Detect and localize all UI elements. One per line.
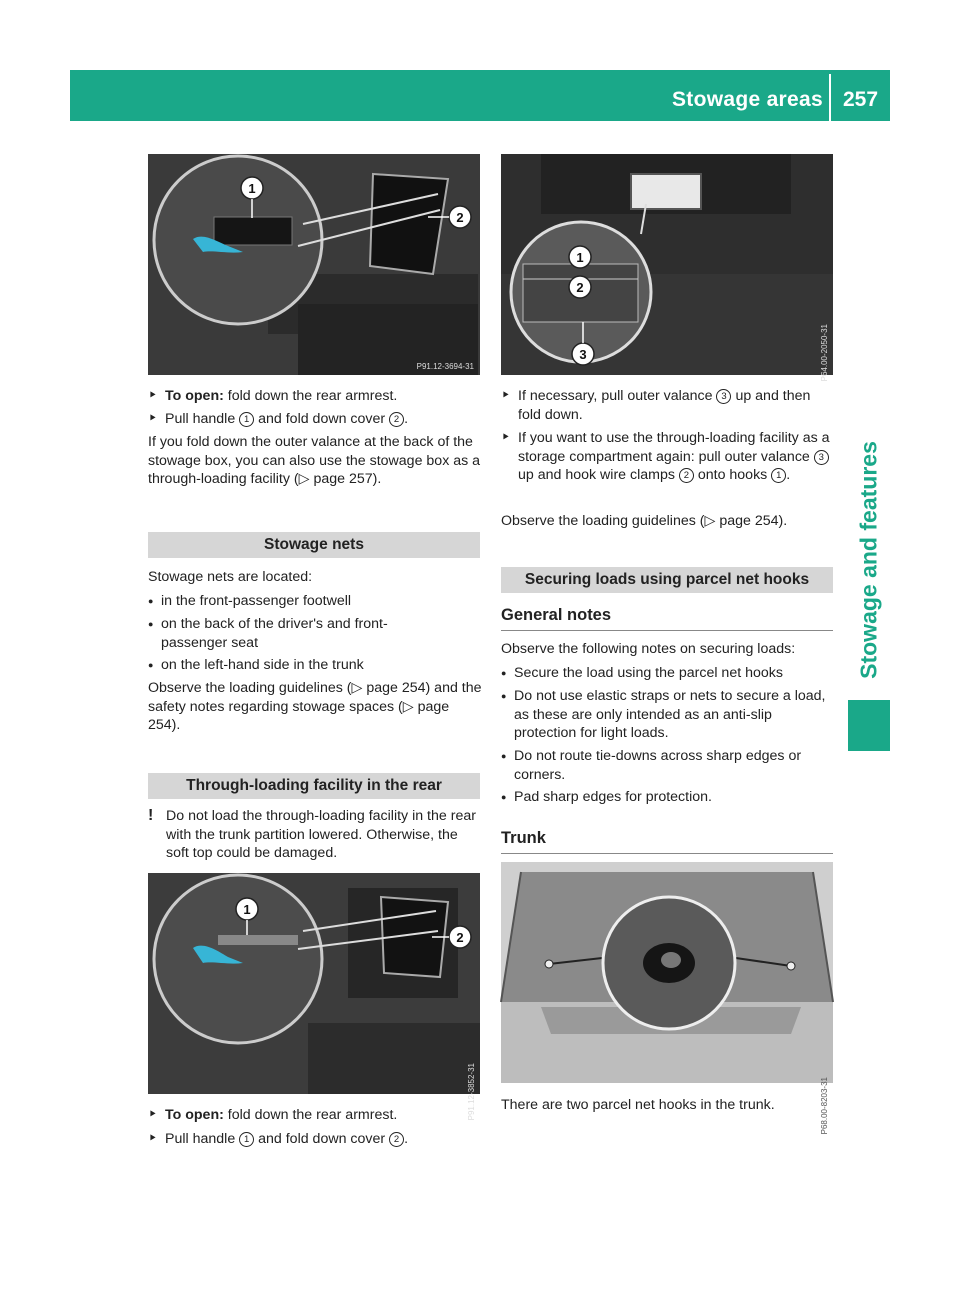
section-title-stowage-nets: Stowage nets xyxy=(264,536,364,553)
callout-2: 2 xyxy=(576,280,584,295)
nets-intro: Stowage nets are located: xyxy=(148,569,313,585)
header-divider xyxy=(829,74,831,121)
list-item: ● on the back of the driver's and front-passenger seat xyxy=(148,616,388,651)
callout-3-icon: 3 xyxy=(716,389,731,404)
arrow-icon: ⯈ xyxy=(148,413,157,425)
side-tab-label: Stowage and features xyxy=(855,441,882,679)
photo-code: P91.12-3852-31 xyxy=(467,1063,476,1121)
callout-2-icon: 2 xyxy=(679,468,694,483)
paragraph-guidelines: Observe the loading guidelines (▷ page 254). xyxy=(501,513,788,529)
callout-3: 3 xyxy=(579,347,587,362)
warning-icon: ! xyxy=(148,807,154,824)
instruction-open-2: ⯈ To open: fold down the rear armrest. xyxy=(148,1107,398,1123)
subheading-trunk: Trunk xyxy=(501,829,546,847)
subheading-general-notes: General notes xyxy=(501,606,612,624)
list-item: ● Do not use elastic straps or nets to secure a load, as these are only intended as an anti-slip protection for light loads. xyxy=(501,688,826,741)
list-item: ● Secure the load using the parcel net hooks xyxy=(501,665,783,681)
list-item: ● Do not route tie-downs across sharp edges or corners. xyxy=(501,748,802,783)
photo-outer-valance xyxy=(501,154,833,382)
section-title-through-loading: Through-loading facility in the rear xyxy=(186,777,442,794)
callout-1-icon: 1 xyxy=(771,468,786,483)
warning-note: ! Do not load the through-loading facility in the rear with the trunk partition lowered. Otherwise, the soft top could be damaged. xyxy=(148,807,476,861)
arrow-icon: ⯈ xyxy=(501,390,510,402)
instruction-pull-1: ⯈ Pull handle 1 and fold down cover 2 . xyxy=(148,411,409,427)
nets-guidelines: Observe the loading guidelines (▷ page 254) and the safety notes regarding stowage spaces (▷ page 254). xyxy=(148,680,482,733)
photo-code: P91.12-3694-31 xyxy=(416,362,474,371)
callout-2-icon: 2 xyxy=(389,412,404,427)
instruction-valance: ⯈ If necessary, pull outer valance 3 up and then fold down. xyxy=(501,388,811,423)
side-tab-marker xyxy=(848,700,890,751)
arrow-icon: ⯈ xyxy=(148,1109,157,1121)
paragraph-through-loading: If you fold down the outer valance at the back of the stowage box, you can also use the stowage box as a through-loading facility (▷ page 257). xyxy=(148,434,481,487)
page-number: 257 xyxy=(843,88,879,111)
photo-armrest-stowage xyxy=(148,154,480,375)
trunk-paragraph: There are two parcel net hooks in the trunk. xyxy=(501,1097,775,1113)
callout-1-icon: 1 xyxy=(239,412,254,427)
page-title: Stowage areas xyxy=(672,88,823,111)
instruction-pull-2: ⯈ Pull handle 1 and fold down cover 2 . xyxy=(148,1131,409,1147)
callout-1: 1 xyxy=(248,181,256,196)
divider xyxy=(501,853,833,854)
arrow-icon: ⯈ xyxy=(148,1133,157,1145)
callout-1: 1 xyxy=(576,250,584,265)
photo-code: P64.00-2050-31 xyxy=(820,324,829,382)
callout-1: 1 xyxy=(243,902,251,917)
instruction-open-1: ⯈ To open: fold down the rear armrest. xyxy=(148,388,398,404)
general-intro: Observe the following notes on securing loads: xyxy=(501,641,796,657)
instruction-storage: ⯈ If you want to use the through-loading facility as a storage compartment again: pull outer valance 3 up and hook wire clamps 2 onto hooks 1 . xyxy=(501,430,830,483)
list-item: ● in the front-passenger footwell xyxy=(148,593,352,609)
divider xyxy=(501,630,833,631)
callout-3-icon: 3 xyxy=(814,450,829,465)
callout-2-icon: 2 xyxy=(389,1132,404,1147)
list-item: ● on the left-hand side in the trunk xyxy=(148,657,364,673)
arrow-icon: ⯈ xyxy=(501,432,510,444)
callout-1-icon: 1 xyxy=(239,1132,254,1147)
section-title-parcel-hooks: Securing loads using parcel net hooks xyxy=(524,571,810,588)
callout-2: 2 xyxy=(456,210,464,225)
list-item: ● Pad sharp edges for protection. xyxy=(501,789,712,805)
arrow-icon: ⯈ xyxy=(148,390,157,402)
callout-2: 2 xyxy=(456,930,464,945)
photo-code: P68.00-8203-31 xyxy=(820,1077,829,1135)
